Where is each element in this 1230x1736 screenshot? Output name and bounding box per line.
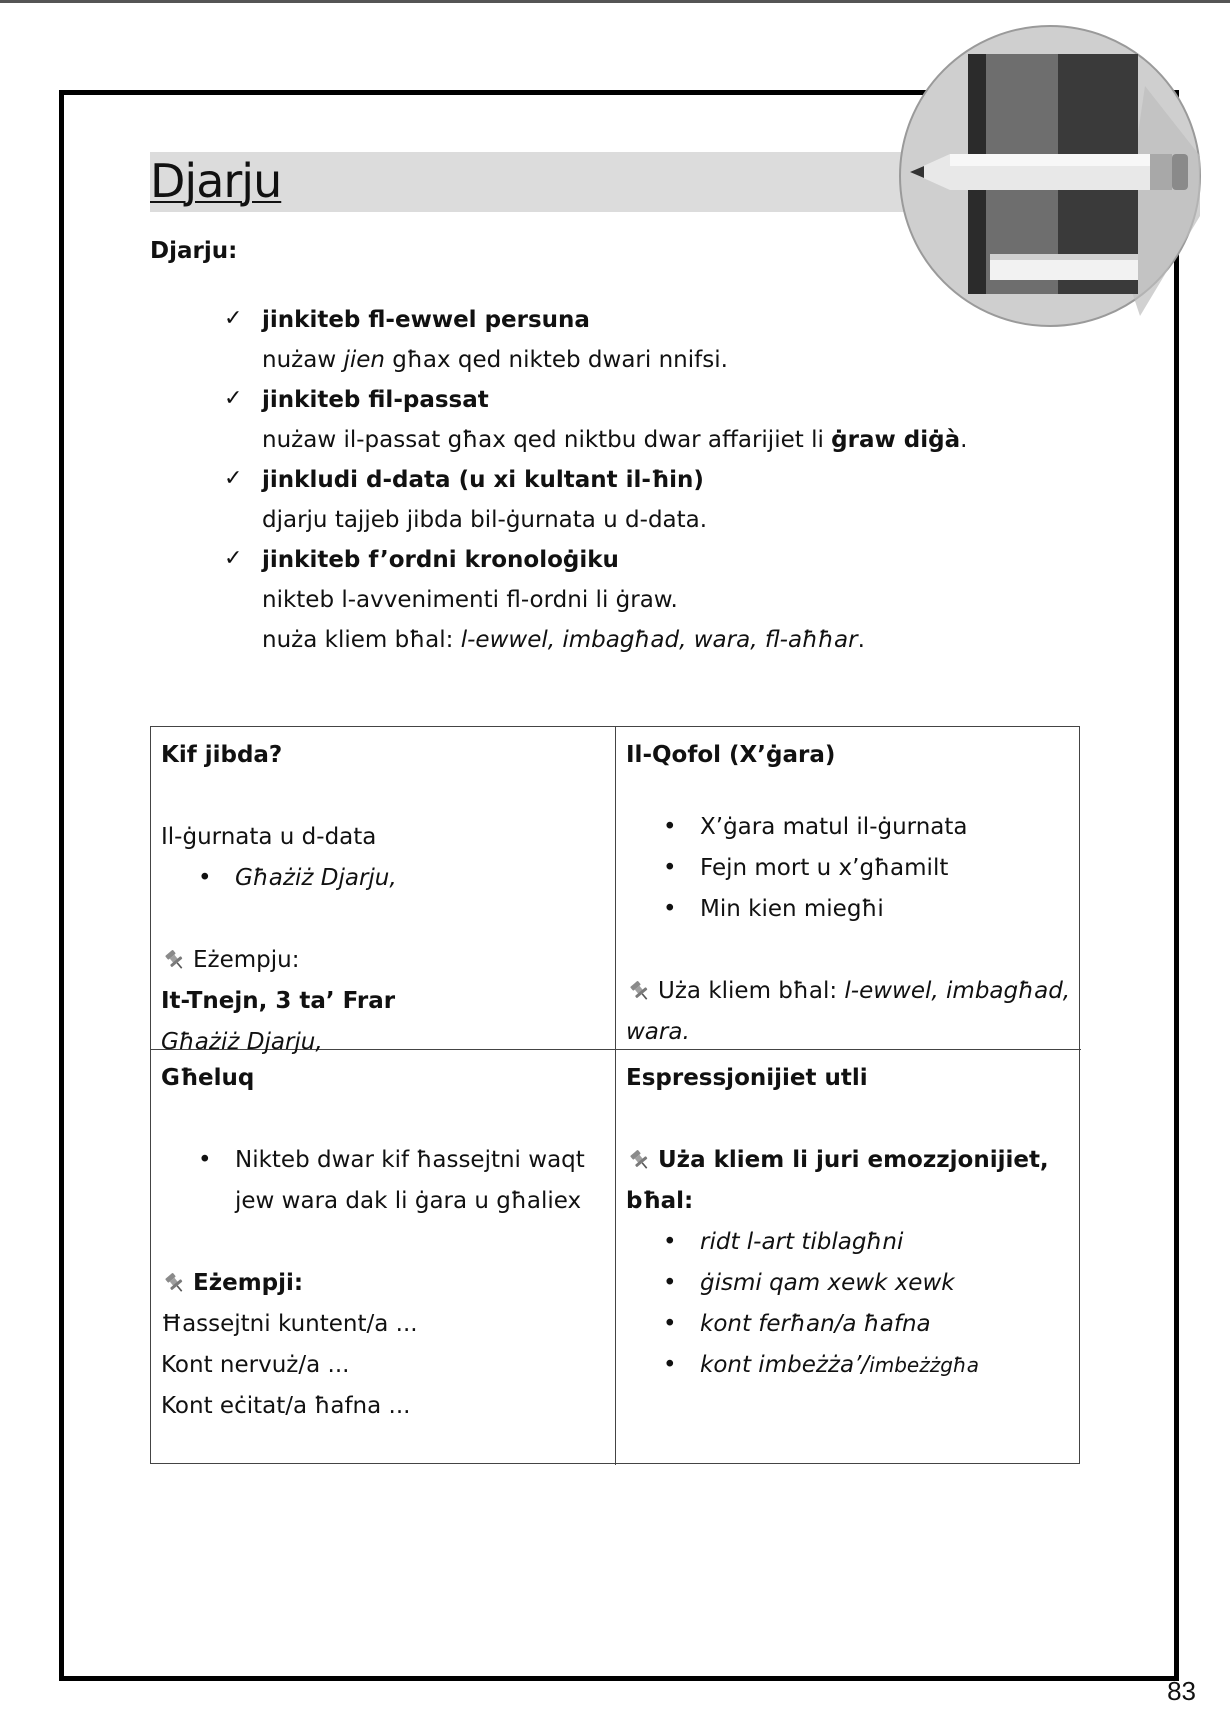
list-item: • kont imbeżża’/imbeżżgħa [626, 1345, 1071, 1386]
section-subtitle: Djarju: [150, 238, 238, 264]
tip-text: Uża kliem li juri emozzjonijiet, [626, 1140, 1071, 1181]
list-item: • Għażiż Djarju, [161, 858, 605, 899]
example-line: Ħassejtni kuntent/a ... [161, 1311, 418, 1337]
list-item: • X’ġara matul il-ġurnata [626, 807, 1071, 848]
pushpin-icon [161, 948, 187, 970]
pushpin-icon [626, 979, 652, 1001]
checklist-item [222, 380, 1122, 460]
tip-text: Uża kliem bħal: l-ewwel, imbagħad, wara. [626, 978, 1071, 1045]
notebook-pencil-icon [890, 16, 1210, 336]
pushpin-icon [161, 1271, 187, 1293]
checklist-item [222, 540, 1122, 660]
example-line: Kont nervuż/a ... [161, 1352, 350, 1378]
checklist-heading: jinkiteb f’ordni kronoloġiku [262, 547, 619, 573]
cell-start [151, 727, 616, 1055]
checklist-heading: jinkludi d-data (u xi kultant il-ħin) [262, 467, 704, 493]
checklist-heading: jinkiteb fil-passat [262, 387, 489, 413]
list-item: • Min kien miegħi [626, 889, 1071, 930]
checklist-description: djarju tajjeb jibda bil-ġurnata u d-data. [262, 507, 708, 533]
cell-end [151, 1050, 616, 1465]
example-date: It-Tnejn, 3 ta’ Frar [161, 988, 396, 1014]
example-label-row: Eżempju: [161, 940, 605, 981]
page-number: 83 [1167, 1676, 1196, 1706]
list-item: • kont ferħan/a ħafna [626, 1304, 1071, 1345]
checkmark-icon: ✓ [224, 546, 243, 571]
cell-body [616, 727, 1081, 1050]
page-title: Djarju [150, 154, 282, 208]
example-line: Kont eċitat/a ħafna ... [161, 1393, 411, 1419]
cell-text: Il-ġurnata u d-data [161, 824, 377, 850]
list-item: • ġismi qam xewk xewk [626, 1263, 1071, 1304]
checklist-item [222, 460, 1122, 540]
pushpin-icon [626, 1148, 652, 1170]
tip-text: bħal: [626, 1188, 694, 1214]
cell-title: Kif jibda? [161, 742, 283, 768]
example-greeting: Għażiż Djarju, [161, 1029, 323, 1055]
checklist-description: nuża kliem bħal: l-ewwel, imbagħad, wara, fl-aħħar. [262, 627, 865, 653]
checkmark-icon: ✓ [224, 466, 243, 491]
cell-title: Espressjonijiet utli [626, 1065, 868, 1091]
list-item: • Fejn mort u x’għamilt [626, 848, 1071, 889]
page-top-edge [0, 0, 1230, 3]
checkmark-icon: ✓ [224, 306, 243, 331]
checklist-heading: jinkiteb fl-ewwel persuna [262, 307, 590, 333]
cell-title: Il-Qofol (X’ġara) [626, 742, 836, 768]
checkmark-icon: ✓ [224, 386, 243, 411]
checklist-item [222, 300, 1122, 380]
checklist-description: nikteb l-avvenimenti fl-ordni li ġraw. [262, 587, 678, 613]
checklist-description: nużaw il-passat għax qed niktbu dwar affarijiet li ġraw diġà. [262, 427, 968, 453]
cell-expressions [616, 1050, 1081, 1465]
structure-table [150, 726, 1080, 1464]
cell-title: Għeluq [161, 1065, 255, 1091]
list-item: • ridt l-art tiblagħni [626, 1222, 1071, 1263]
feature-checklist [222, 300, 1122, 660]
checklist-description: nużaw jien għax qed nikteb dwari nnifsi. [262, 347, 728, 373]
example-label-row: Eżempji: [161, 1263, 605, 1304]
list-item: • Nikteb dwar kif ħassejtni waqt jew wara dak li ġara u għaliex [161, 1140, 605, 1222]
